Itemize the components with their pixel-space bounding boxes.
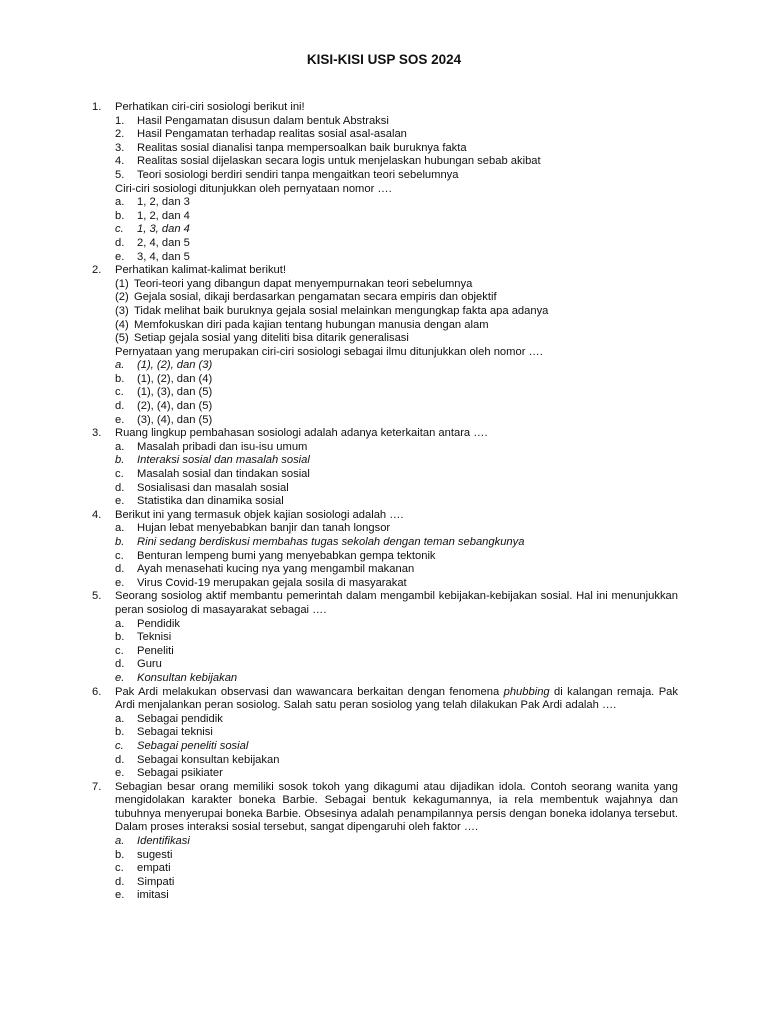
list-item: 3. Realitas sosial dianalisi tanpa mempersoalkan baik buruknya fakta [115,141,467,154]
answer-option-correct: e. Konsultan kebijakan [115,671,238,684]
answer-option: d. Simpati [115,875,175,888]
answer-option: a. Masalah pribadi dan isu-isu umum [115,440,308,453]
answer-option: c. Masalah sosial dan tindakan sosial [115,468,310,481]
question-number: 4. [92,508,102,521]
list-item: (2) Gejala sosial, dikaji berdasarkan pengamatan secara empiris dan objektif [115,291,497,304]
answer-option: d. Guru [115,658,162,671]
answer-option: c. Peneliti [115,644,174,657]
question-prompt: Pernyataan yang merupakan ciri-ciri sosiologi sebagai ilmu ditunjukkan oleh nomor …. [115,345,543,358]
question-text: Sebagian besar orang memiliki sosok tokoh yang dikagumi atau dijadikan idola. Contoh seorang wanita yang mengidolakan karakter boneka Barbie. Sebagai bentuk kekagumannya, ia rela membentuk wajahnya dan tubuhnya menyerupai boneka Barbie. Obsesinya adalah penampilannya persis dengan boneka idolanya tersebut. Dalam proses interaksi sosial tersebut, sangat dipengaruhi oleh faktor …. [115,780,678,834]
answer-option: a. Sebagai pendidik [115,712,223,725]
question-text: Pak Ardi melakukan observasi dan wawancara berkaitan dengan fenomena phubbing di kalangan remaja. Pak Ardi menjalankan peran sosiolog. Salah satu peran sosiolog yang telah dilakukan Pak Ardi adalah …. [115,685,678,712]
question-number: 3. [92,427,102,440]
answer-option: b. Teknisi [115,631,172,644]
document-title: KISI-KISI USP SOS 2024 [306,52,462,67]
question-number: 2. [92,264,102,277]
list-item: (1) Teori-teori yang dibangun dapat menyempurnakan teori sebelumnya [115,277,473,290]
question-text: Perhatikan ciri-ciri sosiologi berikut ini! [115,101,305,113]
answer-option-correct: a. (1), (2), dan (3) [115,359,213,372]
answer-option: a. Hujan lebat menyebabkan banjir dan tanah longsor [115,522,391,535]
question-1 [90,101,678,264]
answer-option: d. Sebagai konsultan kebijakan [115,753,280,766]
question-4 [90,509,678,591]
answer-option: b. (1), (2), dan (4) [115,372,213,385]
answer-option-correct: a. Identifikasi [115,835,190,848]
answer-option: e. Statistika dan dinamika sosial [115,495,284,508]
question-3 [90,427,678,509]
question-number: 6. [92,685,102,698]
answer-option: b. Sebagai teknisi [115,726,213,739]
answer-option: e. Sebagai psikiater [115,767,223,780]
question-text: Ruang lingkup pembahasan sosiologi adalah adanya keterkaitan antara …. [115,427,488,440]
answer-option-correct: b. Interaksi sosial dan masalah sosial [115,454,310,467]
answer-option: e. Virus Covid-19 merupakan gejala sosila di masyarakat [115,576,407,589]
answer-option: d. Ayah menasehati kucing nya yang mengambil makanan [115,563,415,576]
answer-option-correct: b. Rini sedang berdiskusi membahas tugas sekolah dengan teman sebangkunya [115,536,525,548]
answer-option-correct: c. Sebagai peneliti sosial [115,739,249,752]
question-prompt: Ciri-ciri sosiologi ditunjukkan oleh pernyataan nomor …. [115,182,392,195]
answer-option: d. 2, 4, dan 5 [115,236,190,249]
list-item: (3) Tidak melihat baik buruknya gejala sosial melainkan mengungkap fakta apa adanya [115,304,549,317]
list-item: (5) Setiap gejala sosial yang diteliti bisa ditarik generalisasi [115,332,409,345]
question-text: Perhatikan kalimat-kalimat berikut! [115,264,286,277]
list-item: 1. Hasil Pengamatan disusun dalam bentuk Abstraksi [115,114,389,127]
question-7 [90,781,678,903]
answer-option: d. (2), (4), dan (5) [115,400,213,413]
answer-option: d. Sosialisasi dan masalah sosial [115,481,289,494]
list-item: 5. Teori sosiologi berdiri sendiri tanpa mengaitkan teori sebelumnya [115,168,459,181]
question-5 [90,590,678,685]
question-text: Seorang sosiolog aktif membantu pemerintah dalam mengambil kebijakan-kebijakan sosial. Hal ini menunjukkan peran sosiolog di masayarakat sebagai …. [115,590,678,616]
answer-option: a. Pendidik [115,617,180,630]
question-number: 7. [92,780,102,793]
answer-option: c. empati [115,862,171,875]
question-number: 1. [92,101,102,113]
answer-option: e. 3, 4, dan 5 [115,250,190,263]
answer-option: e. imitasi [115,889,169,902]
answer-option: b. sugesti [115,848,173,861]
answer-option: a. 1, 2, dan 3 [115,196,190,209]
list-item: 2. Hasil Pengamatan terhadap realitas sosial asal-asalan [115,128,407,141]
list-item: 4. Realitas sosial dijelaskan secara logis untuk menjelaskan hubungan sebab akibat [115,155,541,168]
question-number: 5. [92,590,102,603]
question-2 [90,264,678,427]
answer-option: c. (1), (3), dan (5) [115,386,213,399]
answer-option: b. 1, 2, dan 4 [115,209,190,222]
answer-option: c. Benturan lempeng bumi yang menyebabkan gempa tektonik [115,549,436,562]
emphasis-term: phubbing [503,685,550,698]
list-item: (4) Memfokuskan diri pada kajian tentang hubungan manusia dengan alam [115,318,489,331]
answer-option: e. (3), (4), dan (5) [115,413,213,426]
answer-option-correct: c. 1, 3, dan 4 [115,223,190,236]
question-text: Berikut ini yang termasuk objek kajian sosiologi adalah …. [115,508,404,521]
question-6 [90,686,678,781]
